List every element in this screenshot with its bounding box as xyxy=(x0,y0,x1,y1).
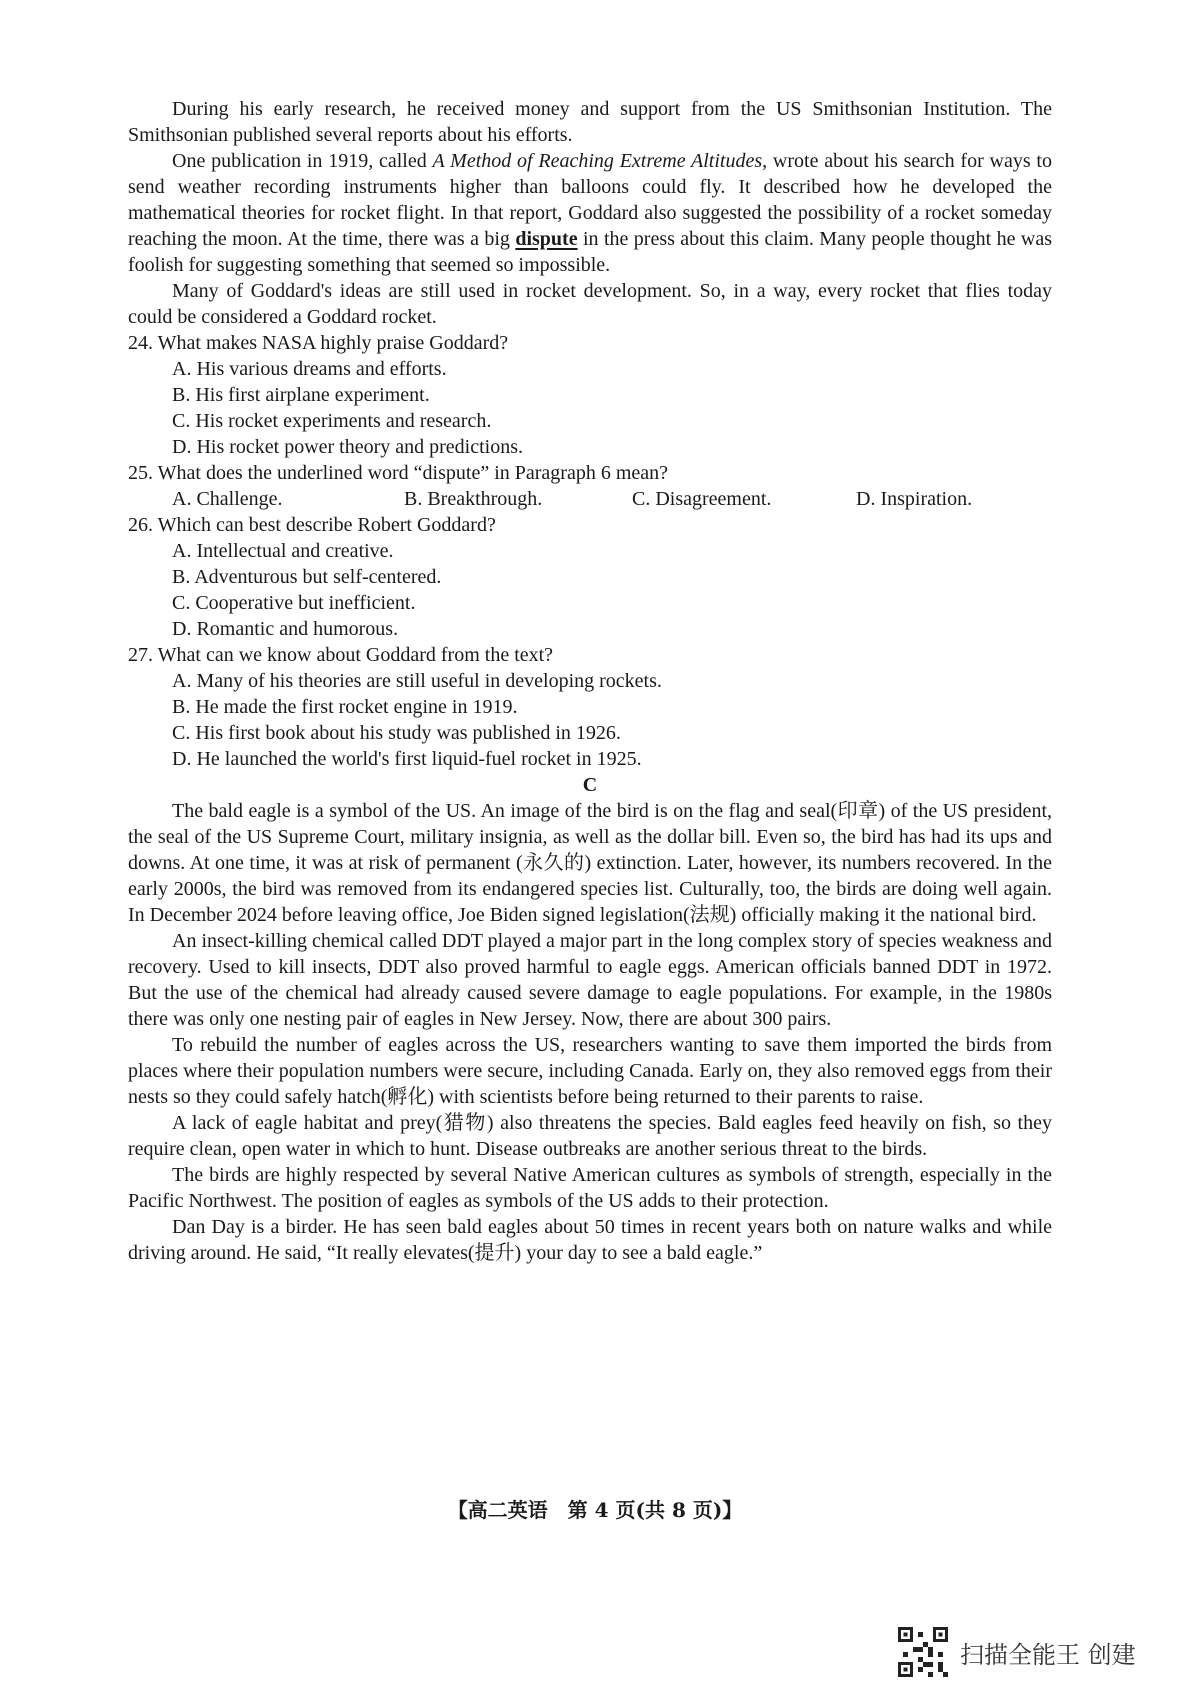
passage-c-paragraph-3: To rebuild the number of eagles across the US, researchers wanting to save them imported the birds from places where their population numbers were secure, including Canada. Early on, they also removed eggs from their nests so they could safely hatch(孵化) with scientists before being returned to their parents to raise. xyxy=(128,1034,1052,1108)
passage-c-paragraph-2: An insect-killing chemical called DDT played a major part in the long complex story of species weakness and recovery. Used to kill insects, DDT also proved harmful to eagle eggs. American officials banned DDT in 1972. But the use of the chemical had already caused severe damage to eagle populations. For example, in the 1980s there was only one nesting pair of eagles in New Jersey. Now, there are about 300 pairs. xyxy=(128,930,1052,1030)
question-26-option-c: C. Cooperative but inefficient. xyxy=(172,592,416,614)
paragraph-2-middle: , wrote about his search for ways to send weather recording instruments higher than balloons could fly. It described how he developed the mathematical theories for rocket flight. In that report, Goddard also suggested the possibility of a rocket someday reaching the moon. At the time, there was a big xyxy=(128,150,1052,250)
question-25-option-b: B. Breakthrough. xyxy=(404,488,543,510)
question-27-option-a: A. Many of his theories are still useful in developing rockets. xyxy=(172,670,662,692)
scanner-watermark xyxy=(898,1626,1136,1678)
question-24-option-b: B. His first airplane experiment. xyxy=(172,384,430,406)
question-26-option-a: A. Intellectual and creative. xyxy=(172,540,394,562)
paragraph-2-lead: One publication in 1919, called xyxy=(172,150,433,172)
section-c-heading: C xyxy=(582,774,598,796)
question-27-stem: 27. What can we know about Goddard from the text? xyxy=(128,644,554,666)
question-24-option-a: A. His various dreams and efforts. xyxy=(172,358,447,380)
question-26-option-d: D. Romantic and humorous. xyxy=(172,618,399,640)
question-25-options xyxy=(172,486,1052,512)
question-26-option-b: B. Adventurous but self-centered. xyxy=(172,566,442,588)
question-25-option-d: D. Inspiration. xyxy=(856,488,973,510)
question-24-option-d: D. His rocket power theory and predictions. xyxy=(172,436,524,458)
passage-c-paragraph-6: Dan Day is a birder. He has seen bald eagles about 50 times in recent years both on nature walks and while driving around. He said, “It really elevates(提升) your day to see a bald eagle.” xyxy=(128,1216,1052,1264)
passage-b-paragraph-3: Many of Goddard's ideas are still used in rocket development. So, in a way, every rocket that flies today could be considered a Goddard rocket. xyxy=(128,280,1052,328)
passage-c-paragraph-4: A lack of eagle habitat and prey(猎物) also threatens the species. Bald eagles feed heavily on fish, so they require clean, open water in which to hunt. Disease outbreaks are another serious threat to the birds. xyxy=(128,1112,1052,1160)
page-content xyxy=(128,96,1052,1266)
question-25-option-c: C. Disagreement. xyxy=(632,488,772,510)
watermark-text: 扫描全能王 创建 xyxy=(960,1640,1136,1669)
passage-c-paragraph-5: The birds are highly respected by several Native American cultures as symbols of strength, especially in the Pacific Northwest. The position of eagles as symbols of the US adds to their protection. xyxy=(128,1164,1052,1212)
paragraph-2-tail: in the press about this claim. Many people thought he was foolish for suggesting something that seemed so impossible. xyxy=(128,228,1052,276)
question-25-stem: 25. What does the underlined word “dispute” in Paragraph 6 mean? xyxy=(128,462,669,484)
question-25-option-a: A. Challenge. xyxy=(172,488,283,510)
passage-c-paragraph-1: The bald eagle is a symbol of the US. An image of the bird is on the flag and seal(印章) of the US president, the seal of the US Supreme Court, military insignia, as well as the dollar bill. Even so, the bird has had its ups and downs. At one time, it was at risk of permanent (永久的) extinction. Later, however, its numbers recovered. In the early 2000s, the bird was removed from its endangered species list. Culturally, too, the birds are doing well again. In December 2024 before leaving office, Joe Biden signed legislation(法规) officially making it the national bird. xyxy=(128,800,1052,926)
passage-b-paragraph-1: During his early research, he received money and support from the US Smithsonian Institution. The Smithsonian published several reports about his efforts. xyxy=(128,98,1052,146)
passage-b-paragraph-2 xyxy=(128,148,1052,278)
question-24-option-c: C. His rocket experiments and research. xyxy=(172,410,492,432)
question-24-stem: 24. What makes NASA highly praise Goddard? xyxy=(128,332,509,354)
underlined-word-dispute: dispute xyxy=(515,228,578,250)
qr-code-icon xyxy=(898,1627,948,1677)
question-27-option-c: C. His first book about his study was published in 1926. xyxy=(172,722,621,744)
page-footer: 【高二英语 第 4 页(共 8 页)】 xyxy=(447,1498,743,1522)
question-27-option-b: B. He made the first rocket engine in 1919. xyxy=(172,696,518,718)
publication-title: A Method of Reaching Extreme Altitudes xyxy=(432,150,763,172)
question-26-stem: 26. Which can best describe Robert Goddard? xyxy=(128,514,496,536)
question-27-option-d: D. He launched the world's first liquid-fuel rocket in 1925. xyxy=(172,748,642,770)
